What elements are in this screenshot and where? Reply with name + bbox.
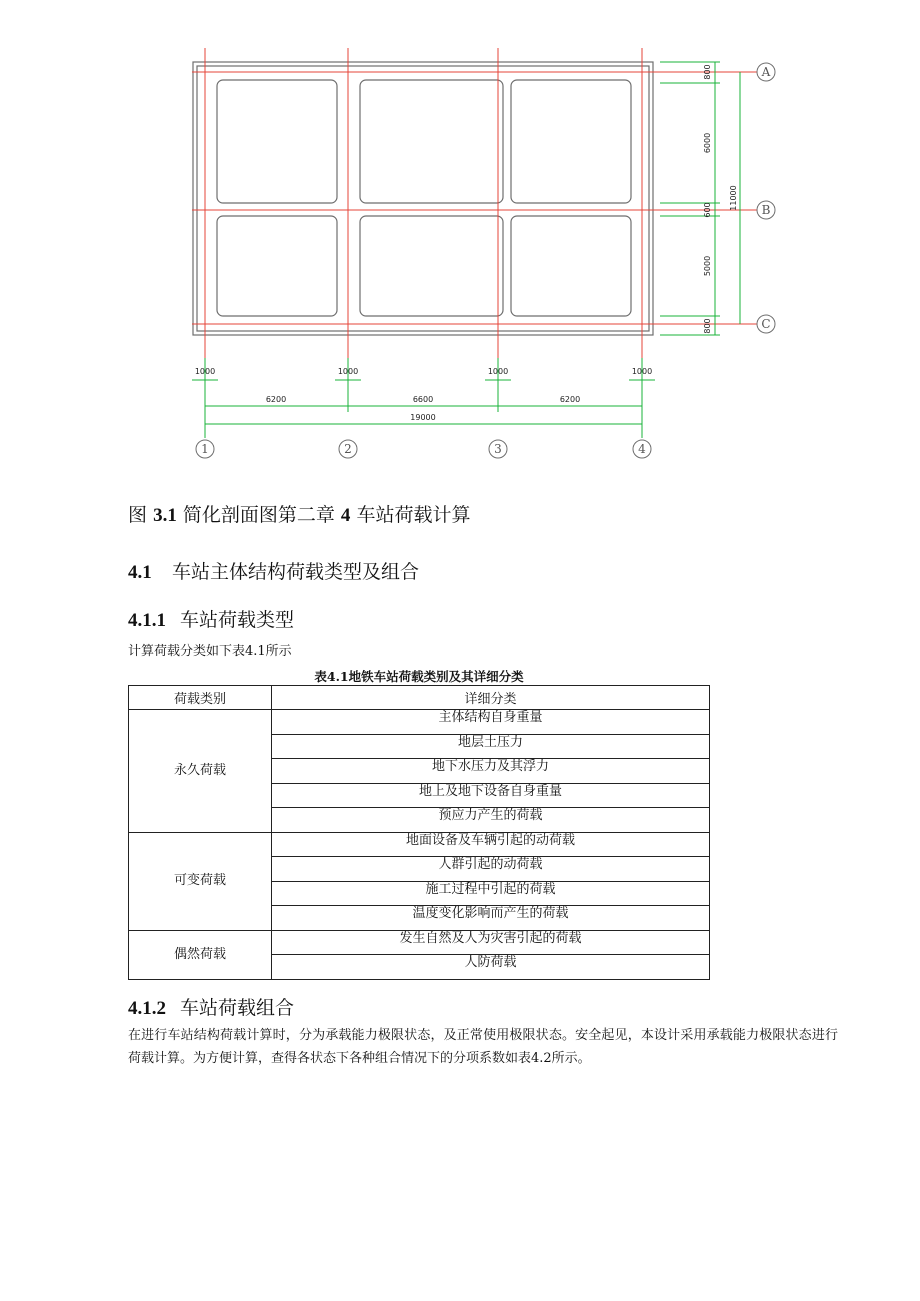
section-title: 车站主体结构荷载类型及组合 [172,561,420,583]
grid-label-1: 1 [201,442,209,456]
dim-span-2: 6600 [412,395,434,404]
table-caption: 表4.1地铁车站荷载类别及其详细分类 [314,669,524,684]
section-drawing [180,40,800,470]
dim-col-2: 1000 [337,367,359,376]
subsection-heading-1 [128,605,294,632]
table-cell: 施工过程中引起的荷载 [272,881,710,906]
chapter-number: 4 [340,505,351,526]
table-cell: 预应力产生的荷载 [272,808,710,833]
body-paragraph: 在进行车站结构荷载计算时，分为承载能力极限状态，及正常使用极限状态。安全起见，本设计采用承载能力极限状态进行荷载计算。为方便计算，查得各状态下各种组合情况下的分项系数如表4.2所示。 [128,1028,838,1066]
section-number: 4.1 [128,562,152,583]
table-cell: 地上及地下设备自身重量 [272,783,710,808]
table-row [129,832,710,857]
grid-label-4: 4 [638,442,646,456]
cells [217,80,631,316]
table-cell: 人防荷载 [272,955,710,980]
dimension-text [195,64,738,422]
category-accidental: 偶然荷载 [129,930,272,979]
table-cell: 主体结构自身重量 [272,710,710,735]
subsection-number-2: 4.1.2 [128,998,166,1019]
section-heading [128,557,419,584]
dim-col-4: 1000 [631,367,653,376]
table-row [129,930,710,955]
table-header-category: 荷载类别 [129,686,272,710]
axis-label-c: C [761,317,771,331]
dim-6000: 6000 [703,132,712,154]
load-table [128,685,710,980]
figure-caption-prefix: 图 [128,504,148,526]
table-cell: 地面设备及车辆引起的动荷载 [272,832,710,857]
table-cell: 发生自然及人为灾害引起的荷载 [272,930,710,955]
figure-caption-text: 简化剖面图第二章 [182,504,335,526]
table-row [129,710,710,735]
table-cell: 温度变化影响而产生的荷载 [272,906,710,931]
axis-bubble-labels [201,65,770,456]
intro-text: 计算荷载分类如下表4.1所示 [128,644,292,659]
category-permanent: 永久荷载 [129,710,272,833]
table-header-detail: 详细分类 [272,686,710,710]
dim-col-3: 1000 [487,367,509,376]
table-cell: 地层土压力 [272,734,710,759]
dim-span-1: 6200 [265,395,287,404]
dimension-lines [192,62,740,438]
dim-5000: 5000 [703,255,712,277]
dim-total: 19000 [410,413,436,422]
grid-label-3: 3 [494,442,502,456]
table-header-row [129,686,710,710]
grid-label-2: 2 [344,442,352,456]
frame-outline [193,62,653,335]
figure-caption [128,500,470,527]
axis-label-a: A [761,65,771,79]
subsection-number-1: 4.1.1 [128,610,166,631]
dim-span-3: 6200 [559,395,581,404]
category-variable: 可变荷载 [129,832,272,930]
axis-label-b: B [761,203,771,217]
dim-800-top: 800 [703,64,712,80]
table-cell: 地下水压力及其浮力 [272,759,710,784]
subsection-heading-2 [128,993,294,1020]
subsection-title-1: 车站荷载类型 [180,609,295,631]
dim-800-bottom: 800 [703,318,712,334]
chapter-title: 车站荷载计算 [356,504,471,526]
table-cell: 人群引起的动荷载 [272,857,710,882]
figure-caption-number: 3.1 [153,505,177,526]
dim-11000: 11000 [729,185,738,211]
dim-col-1: 1000 [194,367,216,376]
subsection-title-2: 车站荷载组合 [180,997,295,1019]
dim-600: 600 [703,202,712,218]
